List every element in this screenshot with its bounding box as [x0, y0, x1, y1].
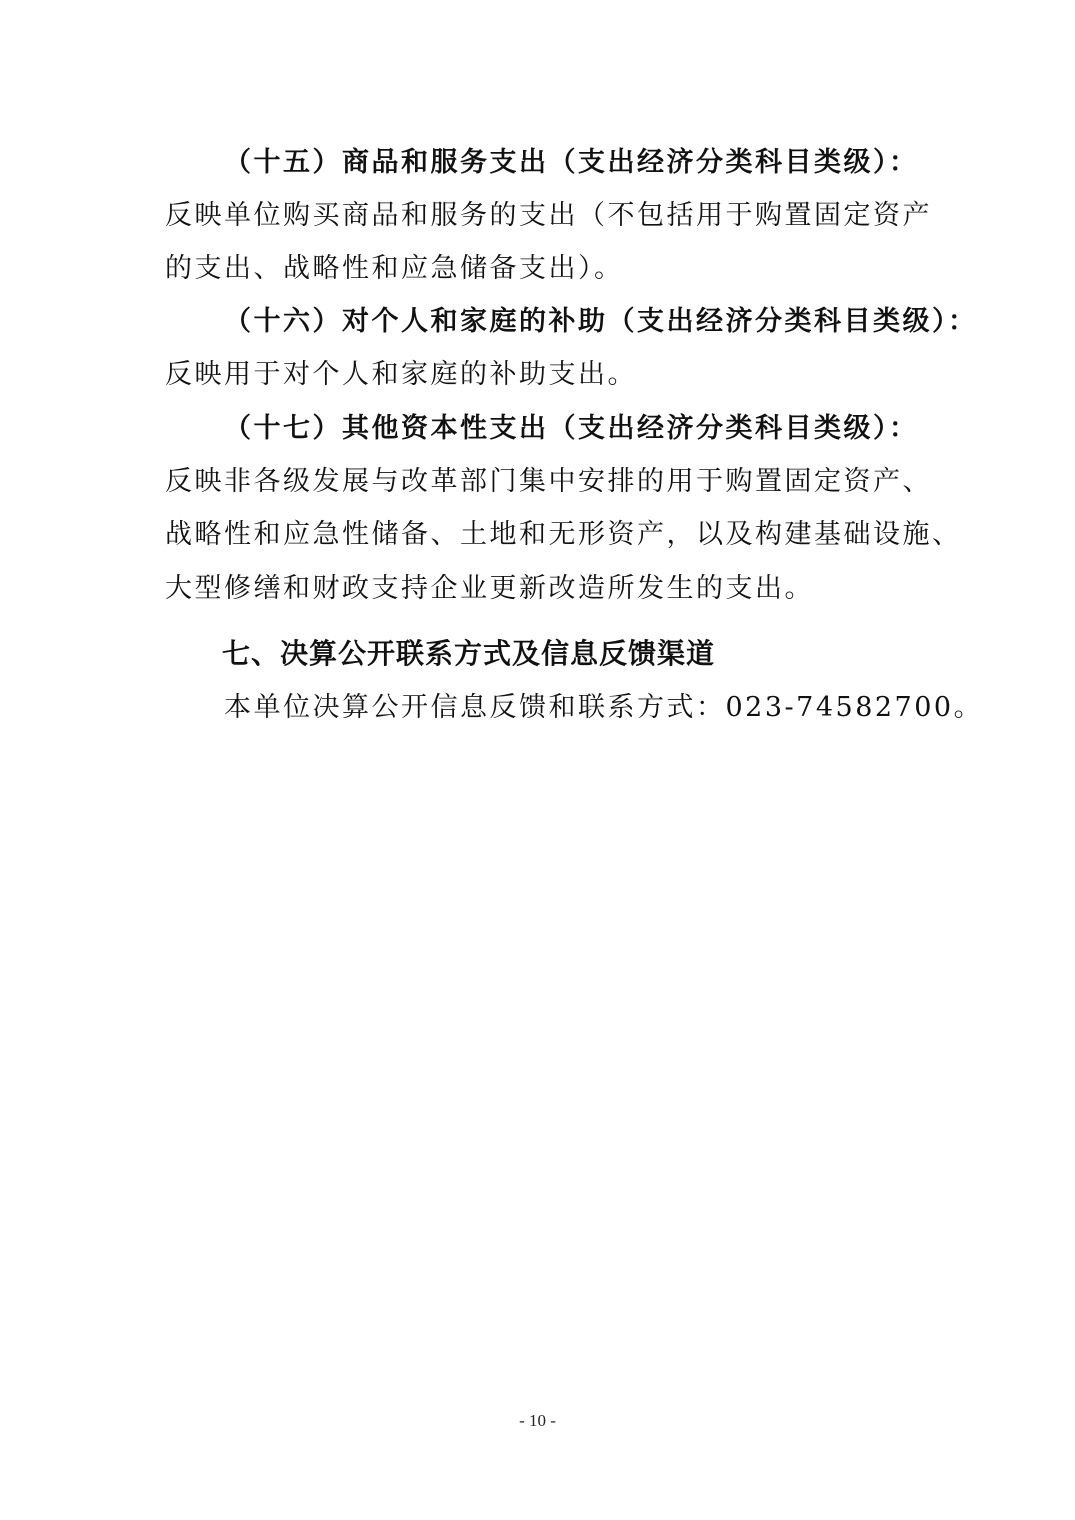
section-16-line-1: 反映用于对个人和家庭的补助支出。 [165, 359, 637, 390]
section-17-heading: （十七）其他资本性支出（支出经济分类科目类级）： [224, 413, 919, 444]
section-17-line-1: 反映非各级发展与改革部门集中安排的用于购置固定资产、 [165, 466, 932, 497]
section-17-line-2: 战略性和应急性储备、土地和无形资产，以及构建基础设施、 [165, 519, 962, 550]
section-15-line-1: 反映单位购买商品和服务的支出（不包括用于购置固定资产 [165, 200, 932, 231]
page-number: - 10 - [519, 1411, 556, 1430]
section-16-heading: （十六）对个人和家庭的补助（支出经济分类科目类级）： [224, 306, 978, 337]
contact-text: 本单位决算公开信息反馈和联系方式：023-74582700。 [224, 692, 984, 723]
section-15-line-2: 的支出、战略性和应急储备支出）。 [165, 253, 624, 284]
chapter-heading: 七、决算公开联系方式及信息反馈渠道 [222, 637, 716, 670]
section-15-heading: （十五）商品和服务支出（支出经济分类科目类级）： [224, 147, 919, 178]
section-17-line-3: 大型修缮和财政支持企业更新改造所发生的支出。 [165, 573, 814, 604]
